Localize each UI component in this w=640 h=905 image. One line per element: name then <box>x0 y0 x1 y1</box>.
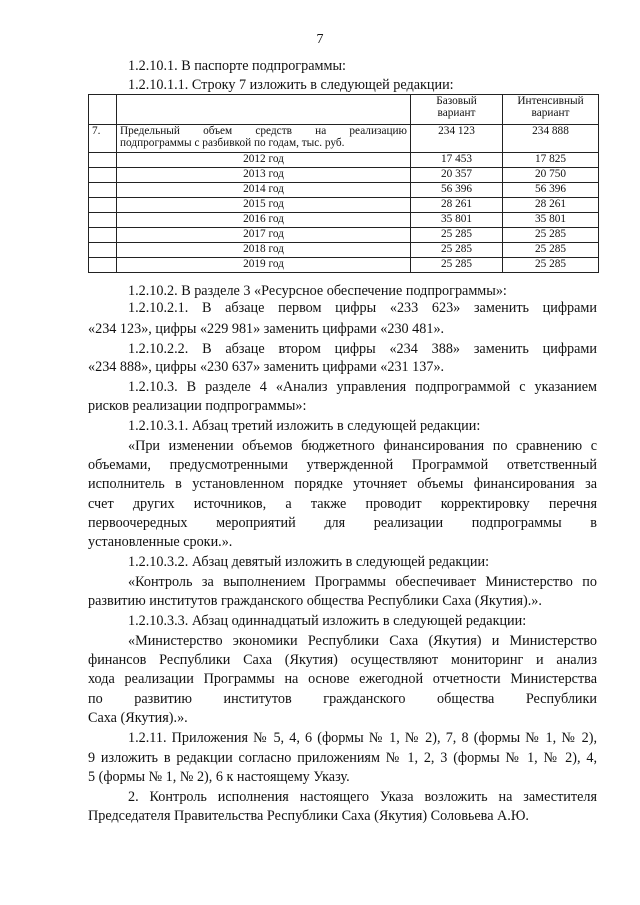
row-base-value: 234 123 <box>411 125 503 153</box>
paragraph-line: установленные сроки.». <box>88 534 233 550</box>
paragraph-line: 1.2.10.2.1. В абзаце первом цифры «233 623» заменить цифрами <box>128 300 597 316</box>
paragraph-line: 1.2.11. Приложения № 5, 4, 6 (формы № 1, № 2), 7, 8 (формы № 1, № 2), <box>128 730 597 746</box>
paragraph-line: Саха (Якутия).». <box>88 710 188 726</box>
header-intensive-variant: Интенсивный вариант <box>503 95 599 125</box>
page-number: 7 <box>316 32 324 47</box>
year-row: 2019 год 25 285 25 285 <box>89 258 599 273</box>
paragraph-line: Председателя Правительства Республики Саха (Якутия) Соловьева А.Ю. <box>88 808 529 824</box>
paragraph-line: финансов Республики Саха (Якутия) осуществляют мониторинг и анализ <box>88 652 597 668</box>
passport-table <box>88 94 599 273</box>
paragraph-line: развитию институтов гражданского общества Республики Саха (Якутия).». <box>88 593 542 609</box>
paragraph-line: 1.2.10.2.2. В абзаце втором цифры «234 388» заменить цифрами <box>128 341 597 357</box>
table-row <box>89 125 599 153</box>
paragraph-line: хода реализации Программы на основе ежегодной отчетности Министерства <box>88 671 597 687</box>
paragraph-line: первоочередных мероприятий для реализации подпрограммы в <box>88 515 597 531</box>
paragraph-line: 2. Контроль исполнения настоящего Указа возложить на заместителя <box>128 789 597 805</box>
paragraph-line: 9 изложить в редакции согласно приложениям № 1, 2, 3 (формы № 1, № 2), 4, <box>88 750 597 766</box>
row-label: Предельный объем средств на реализацию подпрограммы с разбивкой по годам, тыс. руб. <box>117 125 411 153</box>
paragraph-line: 1.2.10.1.1. Строку 7 изложить в следующей редакции: <box>128 77 454 93</box>
paragraph-line: «При изменении объемов бюджетного финансирования по сравнению с <box>128 438 597 454</box>
paragraph-line: 1.2.10.1. В паспорте подпрограммы: <box>128 58 346 74</box>
header-base-variant: Базовый вариант <box>411 95 503 125</box>
paragraph-line: 1.2.10.3.1. Абзац третий изложить в следующей редакции: <box>128 418 481 434</box>
year-row: 2015 год 28 261 28 261 <box>89 198 599 213</box>
year-row: 2016 год 35 801 35 801 <box>89 213 599 228</box>
paragraph-line: «Министерство экономики Республики Саха (Якутия) и Министерство <box>128 633 597 649</box>
table-header-row <box>89 95 599 125</box>
paragraph-line: исполнитель в установленном порядке уточняет объемы финансирования за <box>88 476 597 492</box>
paragraph-line: 5 (формы № 1, № 2), 6 к настоящему Указу. <box>88 769 350 785</box>
paragraph-line: 1.2.10.3.2. Абзац девятый изложить в следующей редакции: <box>128 554 490 570</box>
paragraph-line: 1.2.10.3.3. Абзац одиннадцатый изложить в следующей редакции: <box>128 613 527 629</box>
paragraph-line: «Контроль за выполнением Программы обеспечивает Министерство по <box>128 574 597 590</box>
year-row: 2012 год 17 453 17 825 <box>89 153 599 168</box>
row-intensive-value: 234 888 <box>503 125 599 153</box>
paragraph-line: объемами, предусмотренными утвержденной Программой ответственный <box>88 457 597 473</box>
paragraph-line: по развитию институтов гражданского общества Республики <box>88 691 597 707</box>
paragraph-line: «234 888», цифры «230 637» заменить цифрами «231 137». <box>88 359 445 375</box>
paragraph-line: 1.2.10.3. В разделе 4 «Анализ управления подпрограммой с указанием <box>128 379 597 395</box>
paragraph-line: счет других источников, а также проводит корректировку перечня <box>88 496 597 512</box>
paragraph-line: рисков реализации подпрограммы»: <box>88 398 307 414</box>
year-row: 2017 год 25 285 25 285 <box>89 228 599 243</box>
year-row: 2018 год 25 285 25 285 <box>89 243 599 258</box>
row-number: 7. <box>89 125 117 153</box>
year-row: 2014 год 56 396 56 396 <box>89 183 599 198</box>
year-row: 2013 год 20 357 20 750 <box>89 168 599 183</box>
paragraph-line: «234 123», цифры «229 981» заменить цифрами «230 481». <box>88 321 445 337</box>
paragraph-line: 1.2.10.2. В разделе 3 «Ресурсное обеспечение подпрограммы»: <box>128 283 507 299</box>
